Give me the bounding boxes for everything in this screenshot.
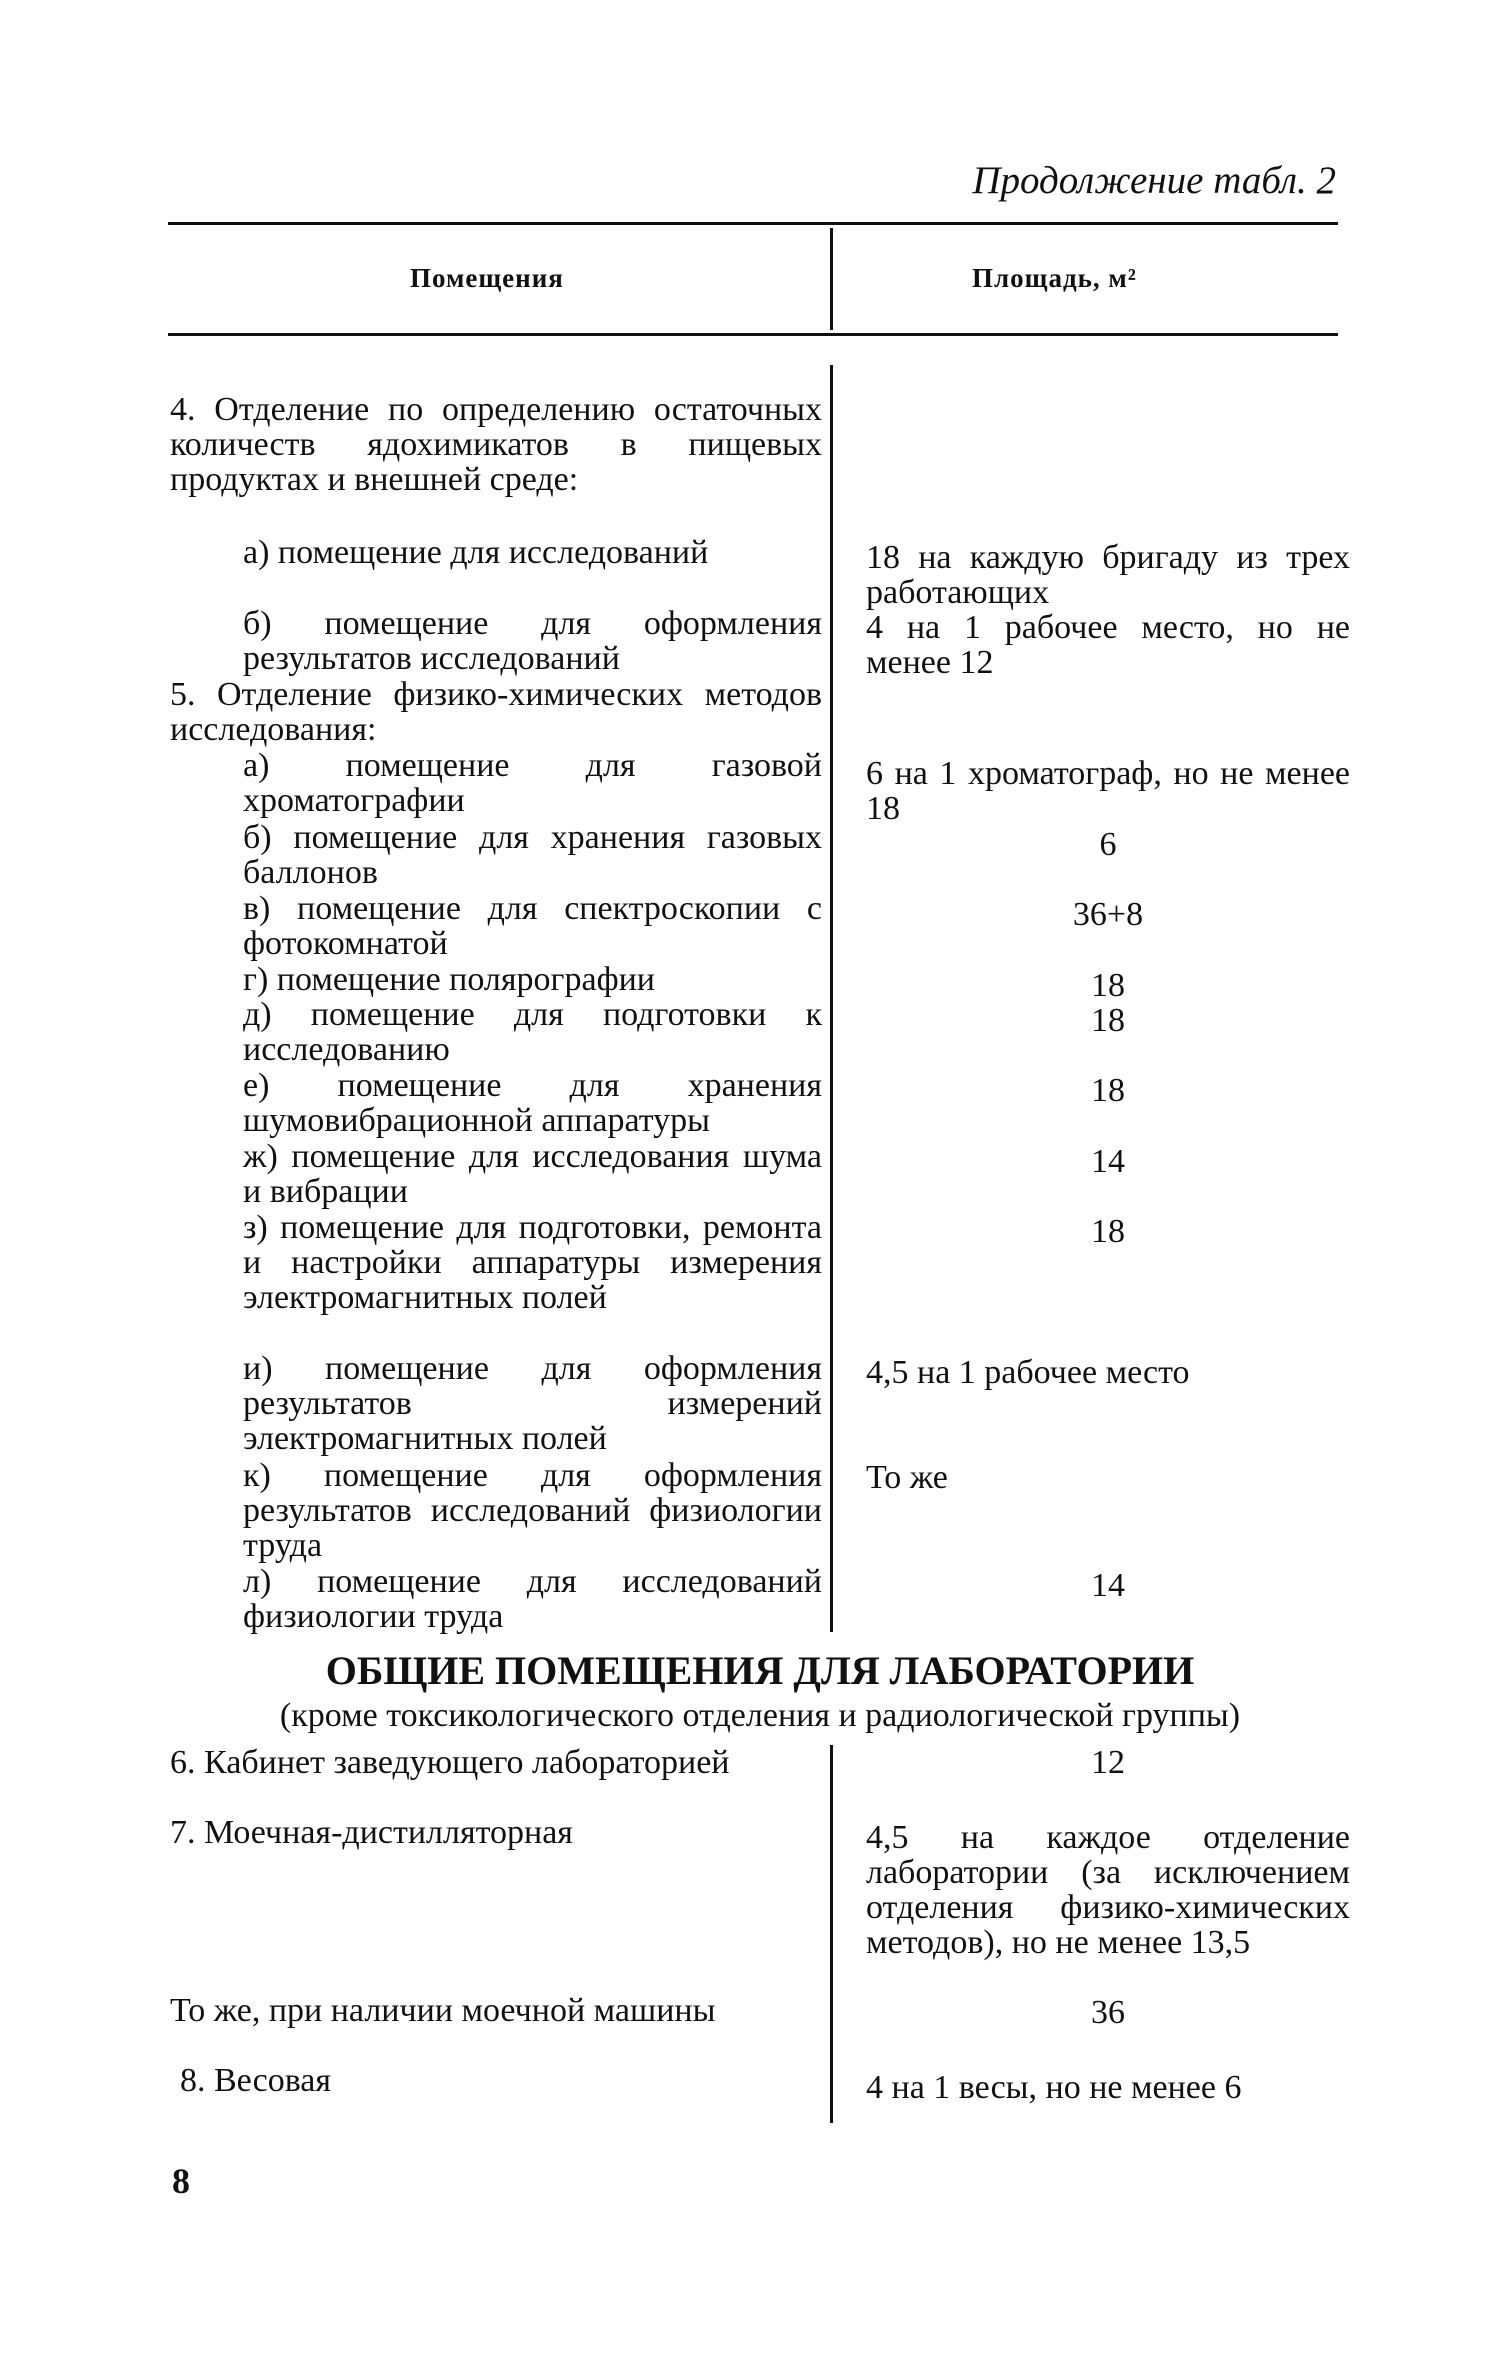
body2-column-divider [830, 1745, 833, 2123]
table-row-value: 36+8 [1072, 896, 1144, 933]
table-row-value: 12 [1091, 1744, 1125, 1781]
table-row-value: 36 [1091, 1994, 1125, 2031]
table-row-label: е) помещение для хранения шумовибрационной аппаратуры [243, 1067, 822, 1139]
table-row-label: з) помещение для подготовки, ремонта и настройки аппаратуры измерения электромагнитных полей [243, 1209, 822, 1316]
table-row-label: и) помещение для оформления результатов измерений электромагнитных полей [243, 1350, 822, 1457]
column-header-area: Площадь, м² [972, 263, 1137, 293]
table-row-value: 18 [1091, 967, 1125, 1004]
table-row-value: 4 на 1 весы, но не менее 6 [866, 2069, 1242, 2106]
table-row-label: в) помещение для спектроскопии с фотокомнатой [243, 890, 822, 962]
table-row-value: 18 [1091, 1213, 1125, 1250]
table-row-label: б) помещение для хранения газовых баллонов [243, 819, 822, 891]
table-row-label: 8. Весовая [180, 2062, 332, 2099]
table-row-label: д) помещение для подготовки к исследованию [243, 996, 822, 1068]
table-row-value: 6 на 1 хроматограф, но не менее 18 [866, 755, 1350, 827]
table-row-label: а) помещение для газовой хроматографии [243, 747, 822, 819]
column-header-premises: Помещения [410, 263, 564, 293]
table-row-value: 14 [1091, 1567, 1125, 1604]
table-row-label: 7. Моечная-дистилляторная [170, 1814, 573, 1851]
section-subtitle: (кроме токсикологического отделения и радиологической группы) [279, 1697, 1241, 1734]
table-row-label: б) помещение для оформления результатов исследований [243, 605, 822, 677]
table-row-label: То же, при наличии моечной машины [170, 1992, 716, 2029]
table-row-value: 4,5 на каждое отделение лаборатории (за исключением отделения физико-химических методов), но не менее 13,5 [866, 1819, 1350, 1961]
table-row-value: 18 [1091, 1002, 1125, 1039]
page-number: 8 [172, 2161, 190, 2201]
table-top-rule [168, 222, 1338, 225]
body-column-divider [830, 365, 833, 1632]
table-row-label: а) помещение для исследований [243, 534, 709, 571]
section-title: ОБЩИЕ ПОМЕЩЕНИЯ ДЛЯ ЛАБОРАТОРИИ [325, 1648, 1195, 1693]
table-row-value: 4,5 на 1 рабочее место [866, 1354, 1190, 1391]
table-row-label: л) помещение для исследований физиологии труда [243, 1563, 822, 1635]
table-row-value: 4 на 1 рабочее место, но не менее 12 [866, 609, 1350, 681]
table-header-rule [168, 333, 1338, 336]
table-row-value: 6 [1099, 826, 1117, 863]
table-row-label: ж) помещение для исследования шума и вибрации [243, 1138, 822, 1210]
table-row-value: То же [866, 1459, 948, 1496]
header-column-divider [830, 228, 833, 330]
table-row-label: 6. Кабинет заведующего лабораторией [170, 1744, 730, 1781]
table-row-label: г) помещение полярографии [243, 961, 655, 998]
table-row-value: 14 [1091, 1143, 1125, 1180]
table-row-label: 4. Отделение по определению остаточных количеств ядохимикатов в пищевых продуктах и внешней среде: [170, 391, 822, 498]
table-row-value: 18 на каждую бригаду из трех работающих [866, 539, 1350, 611]
table-row-value: 18 [1091, 1072, 1125, 1109]
table-row-label: к) помещение для оформления результатов исследований физиологии труда [243, 1457, 822, 1564]
table-row-label: 5. Отделение физико-химических методов исследования: [170, 676, 822, 748]
continuation-label: Продолжение табл. 2 [972, 159, 1336, 202]
